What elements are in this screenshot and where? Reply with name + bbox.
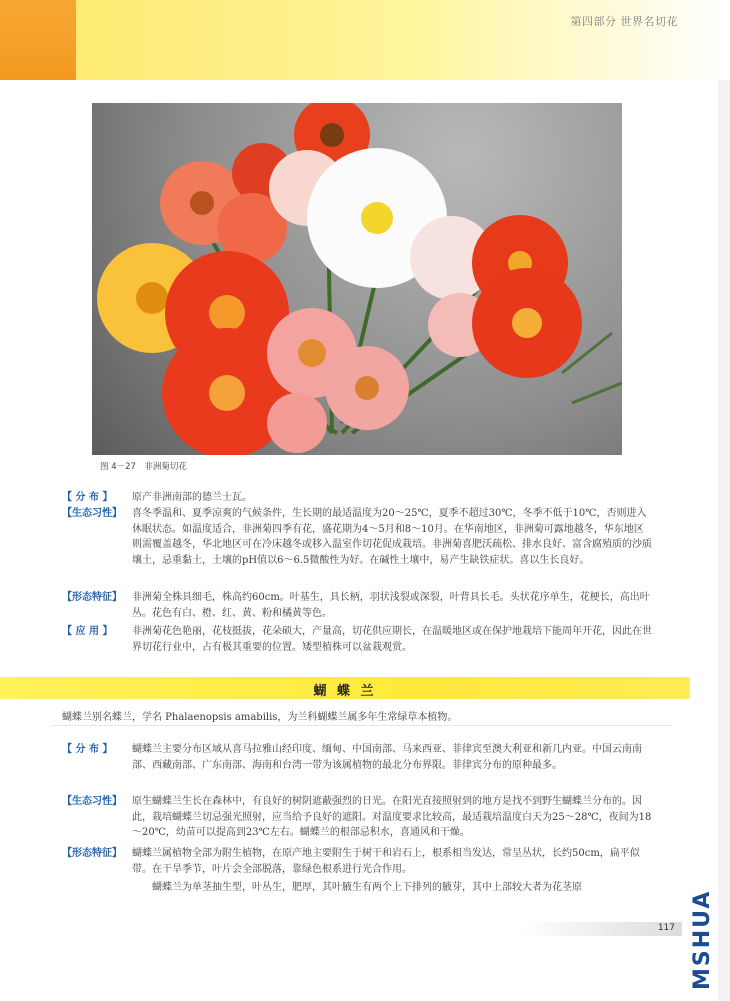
gerbera-application — [62, 624, 652, 655]
figure-caption: 图 4－27 非洲菊切花 — [100, 462, 187, 472]
tag-distribution: 【 分 布 】 — [62, 492, 113, 503]
morphology-text: 蝴蝶兰属植物全部为附生植物，在原产地主要附生于树干和岩石上，根系相当发达，常呈丛状，长约50cm，扁平似带。在干旱季节，叶片会全部脱落，靠绿色根系进行光合作用。 — [132, 848, 640, 875]
header-color-block — [0, 0, 76, 80]
watermark: MSHUA — [690, 889, 715, 990]
section-label: 第四部分 世界名切花 — [570, 15, 678, 28]
orchid-habits — [62, 794, 652, 841]
page-header — [0, 0, 730, 80]
page-edge-strip — [718, 80, 730, 1001]
habits-text: 喜冬季温和、夏季凉爽的气候条件，生长期的最适温度为20～25℃，夏季不超过30℃，冬季不低于10℃，否则进入休眠状态。如温度适合，非洲菊四季有花，盛花期为4～5月和8～10月。在华南地区，非洲菊可露地越冬，华东地区则需覆盖越冬，华北地区可在冷床越冬或移入温室作切花促成栽培。非洲菊喜肥沃疏松、排水良好、富含腐殖质的沙质壤土，忌重黏土，土壤的pH值以6～6.5微酸性为好。在碱性土壤中，易产生缺铁症状。喜以生长良好。 — [132, 508, 652, 566]
gerbera-morphology — [62, 590, 652, 621]
gerbera-habits — [62, 506, 652, 568]
habits-text: 原生蝴蝶兰生长在森林中，有良好的树阴遮蔽强烈的日光。在阳光直接照射到的地方是找不到野生蝴蝶兰分布的。因此，栽培蝴蝶兰切忌强光照射，应当给予良好的遮阳。对温度要求比较高，最适栽培温度白天为25～28℃，夜间为18～20℃，幼苗可以提高到23℃左右。蝴蝶兰的根部忌积水，喜通风和干燥。 — [132, 796, 652, 838]
continuation-paragraph: 蝴蝶兰为单茎抽生型，叶丛生，肥厚，其叶腋生有两个上下排列的腋芽，其中上部较大者为花茎原 — [152, 882, 582, 893]
tag-distribution: 【 分 布 】 — [62, 744, 113, 755]
morphology-text: 非洲菊全株具细毛，株高约60cm。叶基生，具长柄，羽状浅裂或深裂，叶背具长毛。头状花序单生，花梗长，高出叶丛。花色有白、橙、红、黄、粉和橘黄等色。 — [132, 592, 650, 619]
orchid-morphology — [62, 846, 652, 877]
gerbera-illustration — [92, 103, 622, 455]
tag-morphology: 【形态特征】 — [62, 592, 122, 603]
orchid-title: 蝴 蝶 兰 — [313, 684, 377, 699]
distribution-text: 蝴蝶兰主要分布区域从喜马拉雅山经印度、缅甸、中国南部、马来西亚、菲律宾至澳大利亚和新几内亚。中国云南南部、西藏南部、广东南部、海南和台湾一带为该属植物的最北分布界限。菲律宾分布的原种最多。 — [132, 744, 642, 771]
page-number: 117 — [657, 923, 675, 933]
tag-application: 【 应 用 】 — [62, 626, 113, 637]
orchid-distribution — [62, 742, 652, 773]
tag-habits: 【生态习性】 — [62, 796, 122, 807]
orchid-intro: 蝴蝶兰别名蝶兰，学名 Phalaenopsis amabilis，为兰科蝴蝶兰属多年生常绿草本植物。 — [62, 712, 458, 723]
gerbera-photo — [92, 103, 622, 455]
gerbera-distribution — [62, 490, 652, 506]
application-text: 非洲菊花色艳丽，花枝挺拔，花朵硕大，产量高，切花供应期长，在温暖地区或在保护地栽培下能周年开花，因此在世界切花行业中，占有极其重要的位置。矮型植株可以盆栽观赏。 — [132, 626, 652, 653]
tag-morphology: 【形态特征】 — [62, 848, 122, 859]
tag-habits: 【生态习性】 — [62, 508, 122, 519]
distribution-text: 原产非洲南部的德兰士瓦。 — [132, 492, 252, 503]
divider — [52, 725, 672, 726]
